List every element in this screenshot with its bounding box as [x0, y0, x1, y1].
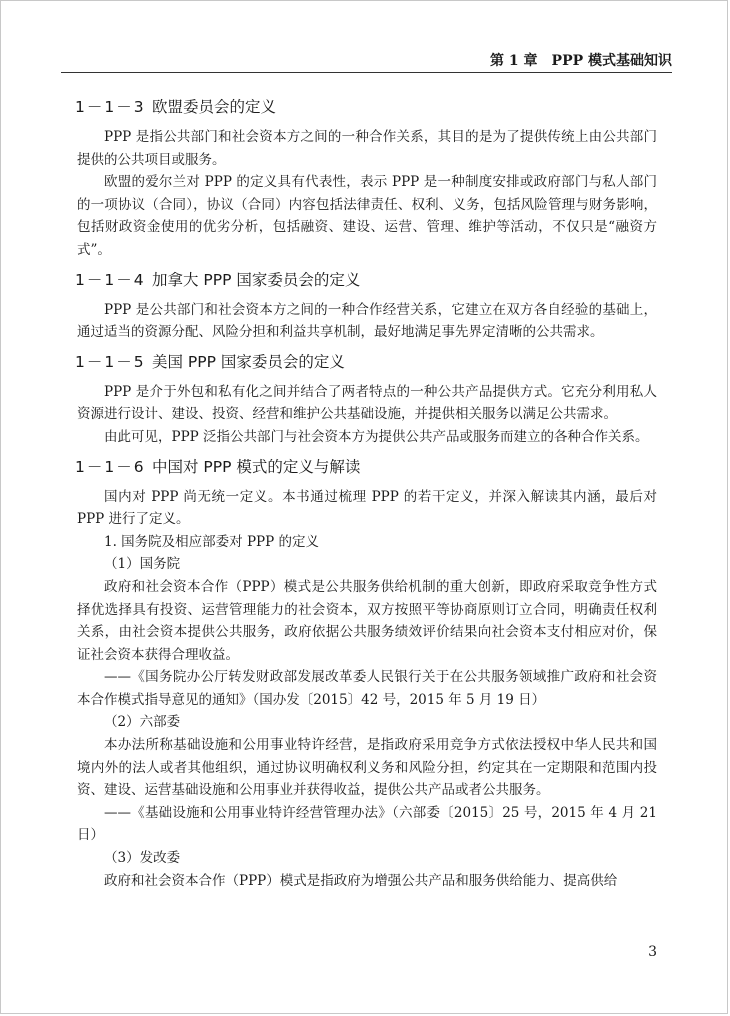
- page-number: 3: [648, 944, 657, 960]
- section-title: 美国 PPP 国家委员会的定义: [152, 352, 345, 371]
- section-number: 1－1－6: [75, 457, 146, 476]
- section-heading-1-1-6: [75, 454, 657, 480]
- page-body: [77, 89, 657, 892]
- section-title: 欧盟委员会的定义: [152, 98, 277, 116]
- section-title: 加拿大 PPP 国家委员会的定义: [152, 270, 361, 289]
- section-title: 中国对 PPP 模式的定义与解读: [152, 457, 361, 476]
- header-rule: [61, 72, 672, 73]
- section-heading-1-1-4: [75, 267, 657, 293]
- section-number: 1－1－4: [75, 270, 146, 289]
- list-item-heading: 1. 国务院及相应部委对 PPP 的定义: [104, 533, 320, 550]
- sub-heading: （3）发改委: [104, 850, 181, 867]
- paragraph: 由此可见，PPP 泛指公共部门与社会资本方为提供公共产品或服务而建立的各种合作关系。: [104, 428, 649, 445]
- section-heading-1-1-5: [75, 349, 657, 375]
- source-citation: ——《国务院办公厅转发财政部发展改革委人民银行关于在公共服务领域推广政府和社会资本合作模式指导意见的通知》（国办发〔2015〕42 号，2015 年 5 月 19 日）: [77, 669, 657, 708]
- running-head: 第 1 章 PPP 模式基础知识: [490, 53, 672, 69]
- paragraph: 欧盟的爱尔兰对 PPP 的定义具有代表性，表示 PPP 是一种制度安排或政府部门与私人部门的一项协议（合同），协议（合同）内容包括法律责任、权利、义务，包括风险管理与财务影响，包括财政资金使用的优劣分析，包括融资、建设、运营、管理、维护等活动，不仅只是“融资方式”。: [77, 174, 657, 258]
- paragraph: PPP 是指公共部门和社会资本方之间的一种合作关系，其目的是为了提供传统上由公共部门提供的公共项目或服务。: [77, 129, 657, 168]
- section-number: 1－1－3: [75, 98, 146, 116]
- paragraph: 政府和社会资本合作（PPP）模式是指政府为增强公共产品和服务供给能力、提高供给: [104, 872, 618, 889]
- paragraph: 本办法所称基础设施和公用事业特许经营，是指政府采用竞争方式依法授权中华人民共和国境内外的法人或者其他组织，通过协议明确权利义务和风险分担，约定其在一定期限和范围内投资、建设、运营基础设施和公用事业并获得收益，提供公共产品或者公共服务。: [77, 737, 657, 799]
- source-citation: ——《基础设施和公用事业特许经营管理办法》（六部委〔2015〕25 号，2015 年 4 月 21 日）: [77, 804, 657, 844]
- paragraph: PPP 是公共部门和社会资本方之间的一种合作经营关系，它建立在双方各自经验的基础上，通过适当的资源分配、风险分担和利益共享机制，最好地满足事先界定清晰的公共需求。: [77, 301, 657, 341]
- paragraph: PPP 是介于外包和私有化之间并结合了两者特点的一种公共产品提供方式。它充分利用私人资源进行设计、建设、投资、经营和维护公共基础设施，并提供相关服务以满足公共需求。: [77, 383, 657, 423]
- sub-heading: （1）国务院: [104, 556, 181, 573]
- sub-heading: （2）六部委: [104, 714, 181, 731]
- paragraph: 政府和社会资本合作（PPP）模式是公共服务供给机制的重大创新，即政府采取竞争性方式择优选择具有投资、运营管理能力的社会资本，双方按照平等协商原则订立合同，明确责任权利关系，由社会资本提供公共服务，政府依据公共服务绩效评价结果向社会资本支付相应对价，保证社会资本获得合理收益。: [77, 578, 657, 663]
- paragraph: 国内对 PPP 尚无统一定义。本书通过梳理 PPP 的若干定义，并深入解读其内涵，最后对 PPP 进行了定义。: [77, 488, 657, 528]
- section-number: 1－1－5: [75, 352, 146, 371]
- section-heading-1-1-3: [75, 94, 657, 120]
